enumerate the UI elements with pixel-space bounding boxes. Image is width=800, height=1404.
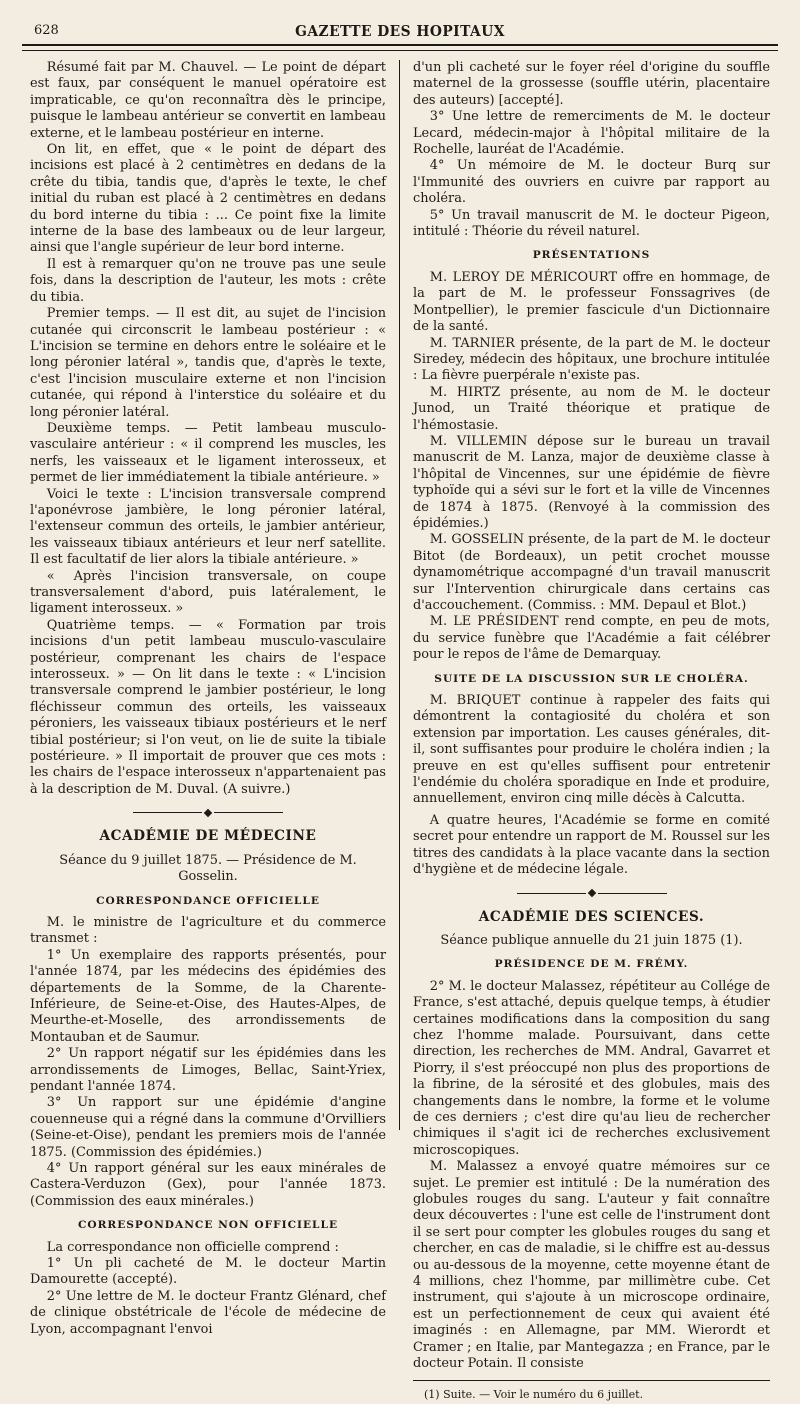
paragraph: M. TARNIER présente, de la part de M. le docteur Siredey, médecin des hôpitaux, une brochure intitulée : La fièvre puerpérale n'existe pas.: [413, 335, 770, 384]
paragraph: M. VILLEMIN dépose sur le bureau un travail manuscrit de M. Lanza, major de deuxième classe à l'hôpital de Vincennes, sur une épidémie de fièvre typhoïde qui a sévi sur le fort et la ville de Vincennes de 1874 à 1875. (Renvoyé à la commission des épidémies.): [413, 433, 770, 531]
subsection-correspondance-non-officielle: CORRESPONDANCE NON OFFICIELLE: [77, 1219, 339, 1232]
footnote-rule: [413, 1380, 770, 1381]
paragraph: A quatre heures, l'Académie se forme en comité secret pour entendre un rapport de M. Roussel sur les titres des candidats à la place vacante dans la section d'hygiène et de médecine légale.: [413, 812, 770, 878]
seance-line: Séance du 9 juillet 1875. — Présidence de M. Gosselin.: [59, 852, 357, 885]
list-item: 5° Un travail manuscrit de M. le docteur Pigeon, intitulé : Théorie du réveil naturel.: [413, 207, 770, 240]
paragraph: On lit, en effet, que « le point de départ des incisions est placé à 2 centimètres en dedans de la crête du tibia, tandis que, d'après le texte, le chef initial du ruban est placé à 2 centimètres en dedans du bord interne du tibia : ... Ce point fixe la limite interne de la base des lambeaux ou de leur largeur, ainsi que l'angle supérieur de leur bord interne.: [30, 142, 386, 256]
paragraph: M. le ministre de l'agriculture et du commerce transmet :: [30, 914, 386, 947]
header-rule: [22, 44, 778, 51]
subsection-suite-discussion: SUITE DE LA DISCUSSION SUR LE CHOLÉRA.: [434, 672, 749, 685]
paragraph: Résumé fait par M. Chauvel. — Le point de départ est faux, par conséquent le manuel opératoire est impraticable, ce qu'on reconnaîtra dès le principe, puisque le lambeau antérieur se convertit en lambeau externe, et le lambeau postérieur en interne.: [30, 60, 386, 141]
list-item: 1° Un pli cacheté de M. le docteur Martin Damourette (accepté).: [30, 1256, 386, 1288]
section-heading-academie-sciences: ACADÉMIE DES SCIENCES.: [478, 908, 705, 925]
paragraph: Deuxième temps. — Petit lambeau musculo-vasculaire antérieur : « il comprend les muscles, les nerfs, les vaisseaux et le ligament interosseux, et permet de lier immédiatement la tibiale antérieure. »: [30, 420, 386, 486]
left-column: [30, 60, 386, 1338]
list-item: 4° Un mémoire de M. le docteur Burq sur l'Immunité des ouvriers en cuivre par rapport au choléra.: [413, 158, 770, 207]
paragraph: Il est à remarquer qu'on ne trouve pas une seule fois, dans la description de l'auteur, les mots : crête du tibia.: [30, 256, 386, 305]
ornament-divider: [133, 808, 283, 817]
list-item: 2° Un rapport négatif sur les épidémies dans les arrondissements de Limoges, Bellac, Saint-Yriex, pendant l'année 1874.: [30, 1046, 386, 1094]
paragraph: Voici le texte : L'incision transversale comprend l'aponévrose jambière, le long péronier latéral, l'extenseur commun des orteils, le jambier antérieur, les vaisseaux tibiaux antérieurs et leur nerf satellite. Il est facultatif de lier alors la tibiale antérieure. »: [30, 486, 386, 568]
paragraph: Premier temps. — Il est dit, au sujet de l'incision cutanée qui circonscrit le lambeau postérieur : « L'incision se termine en dehors entre le soléaire et le long péronier latéral », tandis que, d'après le texte, c'est l'incision musculaire externe et non l'incision cutanée, qui répond à l'interstice du soléaire et du long péronier latéral.: [30, 306, 386, 420]
paragraph: M. Malassez a envoyé quatre mémoires sur ce sujet. Le premier est intitulé : De la numération des globules rouges du sang. L'auteur y fait connaître deux découvertes : l'une est celle de l'instrument dont il se sert pour compter les globules rouges du sang et chercher, en cas de maladie, si le chiffre est au-dessus ou au-dessous de la moyenne, cette moyenne étant de 4 millions, chez l'homme, par millimètre cube. Cet instrument, qui s'ajoute à un microscope ordinaire, est un perfectionnement de ceux qui avaient été imaginés : en Allemagne, par MM. Wierordt et Cramer ; en Italie, par Mantegazza ; en France, par le docteur Potain. Il consiste: [413, 1159, 770, 1372]
paragraph: La correspondance non officielle comprend :: [46, 1239, 339, 1255]
list-item: 3° Un rapport sur une épidémie d'angine couenneuse qui a régné dans la commune d'Orvilliers (Seine-et-Oise), pendant les premiers mois de l'année 1875. (Commission des épidémies.): [30, 1095, 386, 1160]
paragraph: M. HIRTZ présente, au nom de M. le docteur Junod, un Traité théorique et pratique de l'hémostasie.: [413, 384, 770, 433]
page-header: [22, 14, 778, 40]
list-item: 2° Une lettre de M. le docteur Frantz Glénard, chef de clinique obstétricale de l'école de médecine de Lyon, accompagnant l'envoi: [30, 1288, 386, 1337]
paragraph: M. LEROY DE MÉRICOURT offre en hommage, de la part de M. le professeur Fonssagrives (de Montpellier), le premier fascicule d'un Dictionnaire de la santé.: [413, 269, 770, 335]
footnote: (1) Suite. — Voir le numéro du 6 juillet.: [424, 1388, 644, 1402]
paragraph: « Après l'incision transversale, on coupe transversalement d'abord, puis latéralement, le ligament interosseux. »: [30, 568, 386, 617]
paragraph: 2° M. le docteur Malassez, répétiteur au Collége de France, s'est attaché, depuis quelque temps, à étudier certaines modifications dans la composition du sang chez l'homme malade. Poursuivant, dans cette direction, les recherches de MM. Andral, Gavarret et Piorry, il s'est préoccupé non plus des proportions de la fibrine, de la sérosité et des globules, mais des changements dans le nombre, la forme et le volume de ces derniers ; c'est dire qu'au lieu de rechercher chimiques il s'agit ici de recherches exclusivement microscopiques.: [413, 978, 770, 1158]
list-item: 3° Une lettre de remerciments de M. le docteur Lecard, médecin-major à l'hôpital militaire de la Rochelle, lauréat de l'Académie.: [413, 109, 770, 158]
paragraph: M. BRIQUET continue à rappeler des faits qui démontrent la contagiosité du choléra et son extension par importation. Les causes générales, dit-il, sont suffisantes pour produire le choléra indien ; la preuve en est qu'elles suffisent pour entretenir l'endémie du choléra sporadique en Inde et produire, annuellement, environ cinq mille décès à Calcutta.: [413, 693, 770, 807]
paragraph: M. GOSSELIN présente, de la part de M. le docteur Bitot (de Bordeaux), un petit crochet mousse dynamométrique accompagné d'un travail manuscrit sur l'Intervention chirurgicale dans certains cas d'accouchement. (Commiss. : MM. Depaul et Blot.): [413, 532, 770, 613]
paragraph: M. LE PRÉSIDENT rend compte, en peu de mots, du service funèbre que l'Académie a fait célébrer pour le repos de l'âme de Demarquay.: [413, 614, 770, 663]
section-heading-academie-medecine: ACADÉMIE DE MÉDECINE: [99, 828, 317, 845]
paragraph: Quatrième temps. — « Formation par trois incisions d'un petit lambeau musculo-vasculaire postérieur, comprenant les chairs de l'espace interosseux. » — On lit dans le texte : « L'incision transversale comprend le jambier postérieur, le long fléchisseur commun des orteils, les vaisseaux péroniers, les vaisseaux tibiaux postérieurs et le nerf tibial postérieur; si l'on veut, on lie de suite la tibiale postérieure. » Il importait de prouver que ces mots : les chairs de l'espace interosseux n'appartenaient pas à la description de M. Duval. (A suivre.): [30, 617, 386, 797]
list-item: 1° Un exemplaire des rapports présentés, pour l'année 1874, par les médecins des épidémies des départements de la Somme, de la Charente-Inférieure, de Seine-et-Oise, des Hautes-Alpes, de Meurthe-et-Moselle, des arrondissements de Montauban et de Saumur.: [30, 947, 386, 1045]
list-item: 4° Un rapport général sur les eaux minérales de Castera-Verduzon (Gex), pour l'année 1873. (Commission des eaux minérales.): [30, 1161, 386, 1209]
presidence-line: PRÉSIDENCE DE M. FRÉMY.: [494, 958, 689, 971]
subsection-presentations: PRÉSENTATIONS: [532, 249, 651, 262]
seance-line: Séance publique annuelle du 21 juin 1875 (1).: [440, 932, 743, 948]
paragraph: d'un pli cacheté sur le foyer réel d'origine du souffle maternel de la grossesse (souffle utérin, placentaire des auteurs) [accepté].: [413, 60, 770, 108]
journal-title: GAZETTE DES HOPITAUX: [295, 22, 505, 40]
page-number: 628: [34, 23, 59, 38]
column-separator: [399, 60, 400, 1130]
right-column: [413, 60, 770, 1404]
subsection-correspondance-officielle: CORRESPONDANCE OFFICIELLE: [96, 894, 320, 907]
ornament-divider: [517, 889, 667, 898]
